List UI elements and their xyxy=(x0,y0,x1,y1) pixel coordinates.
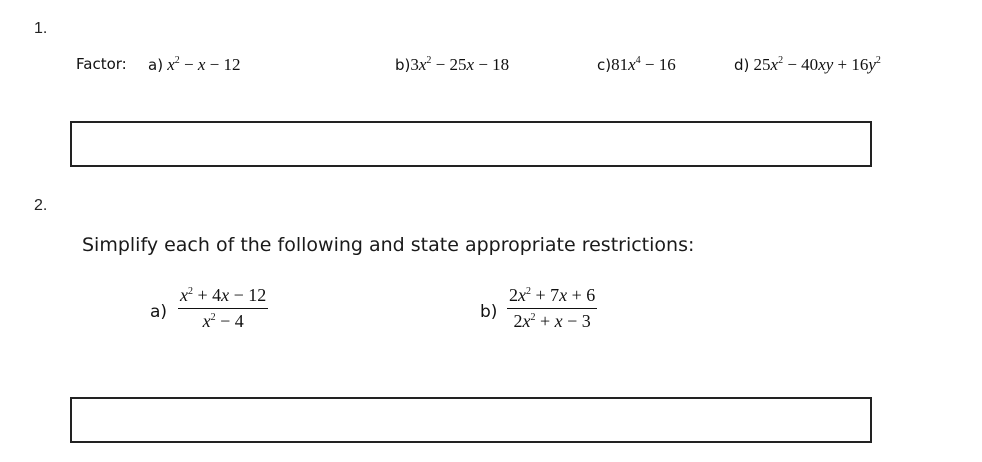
q1-part-d-expression: $25x^2 - 40xy + 16y^2$ xyxy=(753,55,881,74)
q1-lead: Factor: xyxy=(76,55,127,73)
q2-part-a-label: a) xyxy=(150,302,168,322)
q2-part-a-numerator: $x^2 + 4x - 12$ xyxy=(180,285,267,305)
q2-instruction: Simplify each of the following and state appropriate restrictions: xyxy=(82,234,695,256)
q1-part-b xyxy=(395,55,509,75)
q1-part-a-expression: $x^2 - x - 12$ xyxy=(167,55,241,74)
q1-part-d-label: d) xyxy=(734,56,750,74)
q1-part-a xyxy=(148,55,241,75)
question-2-number: 2. xyxy=(34,197,48,214)
q1-part-c xyxy=(597,55,676,75)
q1-part-b-expression: $3x^2 - 25x - 18$ xyxy=(410,55,510,74)
q1-part-c-expression: $81x^4 - 16$ xyxy=(611,55,676,74)
q2-answer-box[interactable] xyxy=(70,397,872,443)
q2-part-a-denominator: $x^2 - 4$ xyxy=(202,311,244,331)
q1-answer-box[interactable] xyxy=(70,121,872,167)
q2-part-a-fraction xyxy=(178,285,268,332)
q1-part-b-label: b) xyxy=(395,56,411,74)
question-1-number: 1. xyxy=(34,20,48,37)
q2-part-b-label: b) xyxy=(480,302,498,322)
q2-part-b-denominator: $2x^2 + x - 3$ xyxy=(513,311,591,331)
q2-part-b-numerator: $2x^2 + 7x + 6$ xyxy=(509,285,596,305)
q1-part-a-label: a) xyxy=(148,56,164,74)
q2-part-b-fraction xyxy=(507,285,597,332)
q1-part-c-label: c) xyxy=(597,56,612,74)
q1-part-d xyxy=(734,55,881,75)
